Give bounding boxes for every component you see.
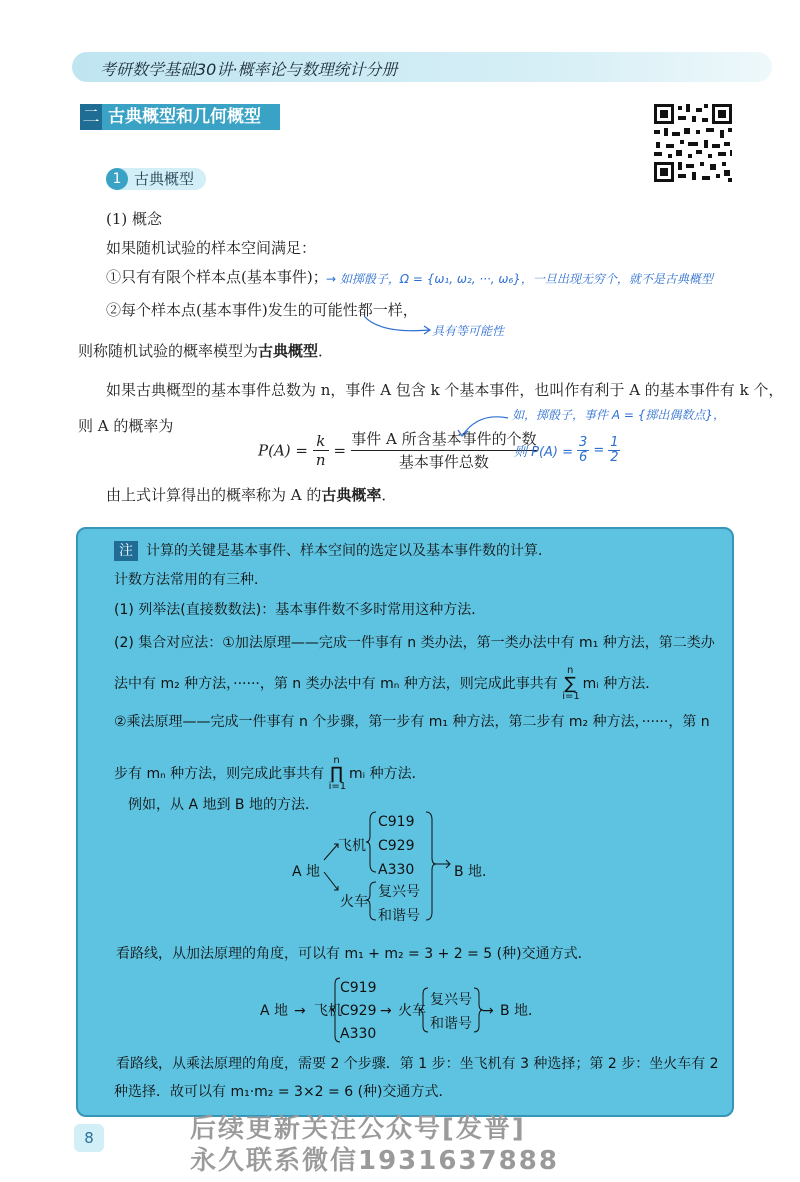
diagram1-origin: A 地	[292, 864, 321, 880]
probability-formula: P(A) = $\frac{k}{n}$ = $\frac{\text{事件 A 所含基本事件的个数}}{\text{基本事件总数}}$	[258, 430, 537, 471]
note-line-8: 例如，从 A 地到 B 地的方法．	[128, 797, 319, 813]
diagram2-flight-a330: A330	[340, 1026, 377, 1042]
diagram2-train-fuxing: 复兴号	[430, 992, 472, 1008]
diagram2-arrow-2: →	[380, 1003, 392, 1019]
page-number: 8	[74, 1124, 104, 1152]
term-classical-model: 古典概型	[258, 342, 319, 360]
note-line-3: (1) 列举法(直接数数法)：基本事件数不多时常用这种方法．	[114, 602, 486, 618]
subsection-number: 1	[106, 168, 128, 190]
qr-code-icon	[652, 102, 734, 184]
diagram1-train-hexie: 和谐号	[378, 908, 420, 924]
concept-label: (1) 概念	[106, 210, 163, 228]
note-line-9: 看路线，从加法原理的角度，可以有 m₁ + m₂ = 3 + 2 = 5 (种)交通方式．	[116, 946, 592, 962]
diagram2-plane: 飞机	[314, 1003, 342, 1019]
handwritten-note-3: 如，掷骰子，事件 A = {掷出偶数点}，	[512, 408, 725, 422]
note-line-10: 看路线，从乘法原理的角度，需要 2 个步骤．第 1 步：坐飞机有 3 种选择；第 2 步：坐火车有 2	[116, 1056, 719, 1072]
diagram1-flight-c929: C929	[378, 838, 415, 854]
note-line-11: 种选择．故可以有 m₁·m₂ = 3×2 = 6 (种)交通方式．	[114, 1084, 453, 1100]
diagram2-train-hexie: 和谐号	[430, 1016, 472, 1032]
handwritten-note-1: → 如掷骰子，Ω = {ω₁, ω₂, ···, ω₆}，一旦出现无穷个，就不是古典概型	[326, 272, 713, 286]
section-number: 二	[80, 104, 102, 130]
handwriting-arrow	[360, 312, 436, 336]
note-tag: 注	[114, 541, 138, 561]
note-line-6: ②乘法原理——完成一件事有 n 个步骤，第一步有 m₁ 种方法，第二步有 m₂ 种方法，······，第 n	[114, 714, 710, 730]
diagram2-flight-c929: C929	[340, 1003, 377, 1019]
diagram1-train-fuxing: 复兴号	[378, 884, 420, 900]
note-line-2: 计数方法常用的有三种．	[114, 572, 268, 588]
conclusion: 则称随机试验的概率模型为古典概型．	[78, 342, 334, 360]
handwritten-example-result: 则 P(A) = $\frac{3}{6}$ = $\frac{1}{2}$	[514, 435, 619, 465]
diagram2-train: 火车	[398, 1003, 426, 1019]
diagram2-arrow-1: →	[294, 1003, 306, 1019]
diagram1-train: 火车	[340, 894, 368, 910]
diagram1-flight-c919: C919	[378, 814, 415, 830]
diagram2-origin: A 地	[260, 1003, 289, 1019]
watermark-line-2: 永久联系微信1931637888	[190, 1146, 559, 1176]
diagram2-arrow-3: →	[482, 1003, 494, 1019]
subsection-title: 古典概型	[134, 170, 195, 188]
diagram1-flight-a330: A330	[378, 862, 415, 878]
condition-1: ①只有有限个样本点(基本事件)；	[106, 268, 328, 286]
note-line-5: 法中有 m₂ 种方法，······，第 n 类办法中有 mₙ 种方法，则完成此事共有 n ∑ i=1 mᵢ 种方法．	[114, 665, 660, 702]
watermark-line-1: 后续更新关注公众号[发普]	[190, 1114, 526, 1144]
diagram2-flight-c919: C919	[340, 980, 377, 996]
section-title: 古典概型和几何概型	[108, 107, 261, 127]
diagram1-plane: 飞机	[338, 838, 366, 854]
paragraph-3: 由上式计算得出的概率称为 A 的古典概率．	[106, 486, 397, 504]
note-line-1: 计算的关键是基本事件、样本空间的选定以及基本事件数的计算．	[146, 543, 552, 559]
header-title: 考研数学基础30讲·概率论与数理统计分册	[100, 60, 398, 79]
handwritten-note-2: 具有等可能性	[432, 324, 505, 338]
note-line-4: (2) 集合对应法：①加法原理——完成一件事有 n 类办法，第一类办法中有 m₁ 种方法，第二类办	[114, 635, 715, 651]
diagram2-destination: B 地．	[500, 1003, 543, 1019]
diagram1-braces	[316, 806, 456, 930]
term-classical-probability: 古典概率	[321, 486, 382, 504]
diagram1-destination: B 地．	[454, 864, 497, 880]
paragraph-2-line1: 如果古典概型的基本事件总数为 n，事件 A 包含 k 个基本事件，也叫作有利于 A 的基本事件有 k 个，	[106, 381, 784, 399]
concept-intro: 如果随机试验的样本空间满足：	[106, 239, 317, 257]
diagram2-braces	[330, 974, 490, 1046]
paragraph-2-line2: 则 A 的概率为	[78, 417, 174, 435]
note-line-7: 步有 mₙ 种方法，则完成此事共有 n ∏ i=1 mᵢ 种方法．	[114, 755, 426, 792]
condition-2: ②每个样本点(基本事件)发生的可能性都一样，	[106, 301, 418, 319]
